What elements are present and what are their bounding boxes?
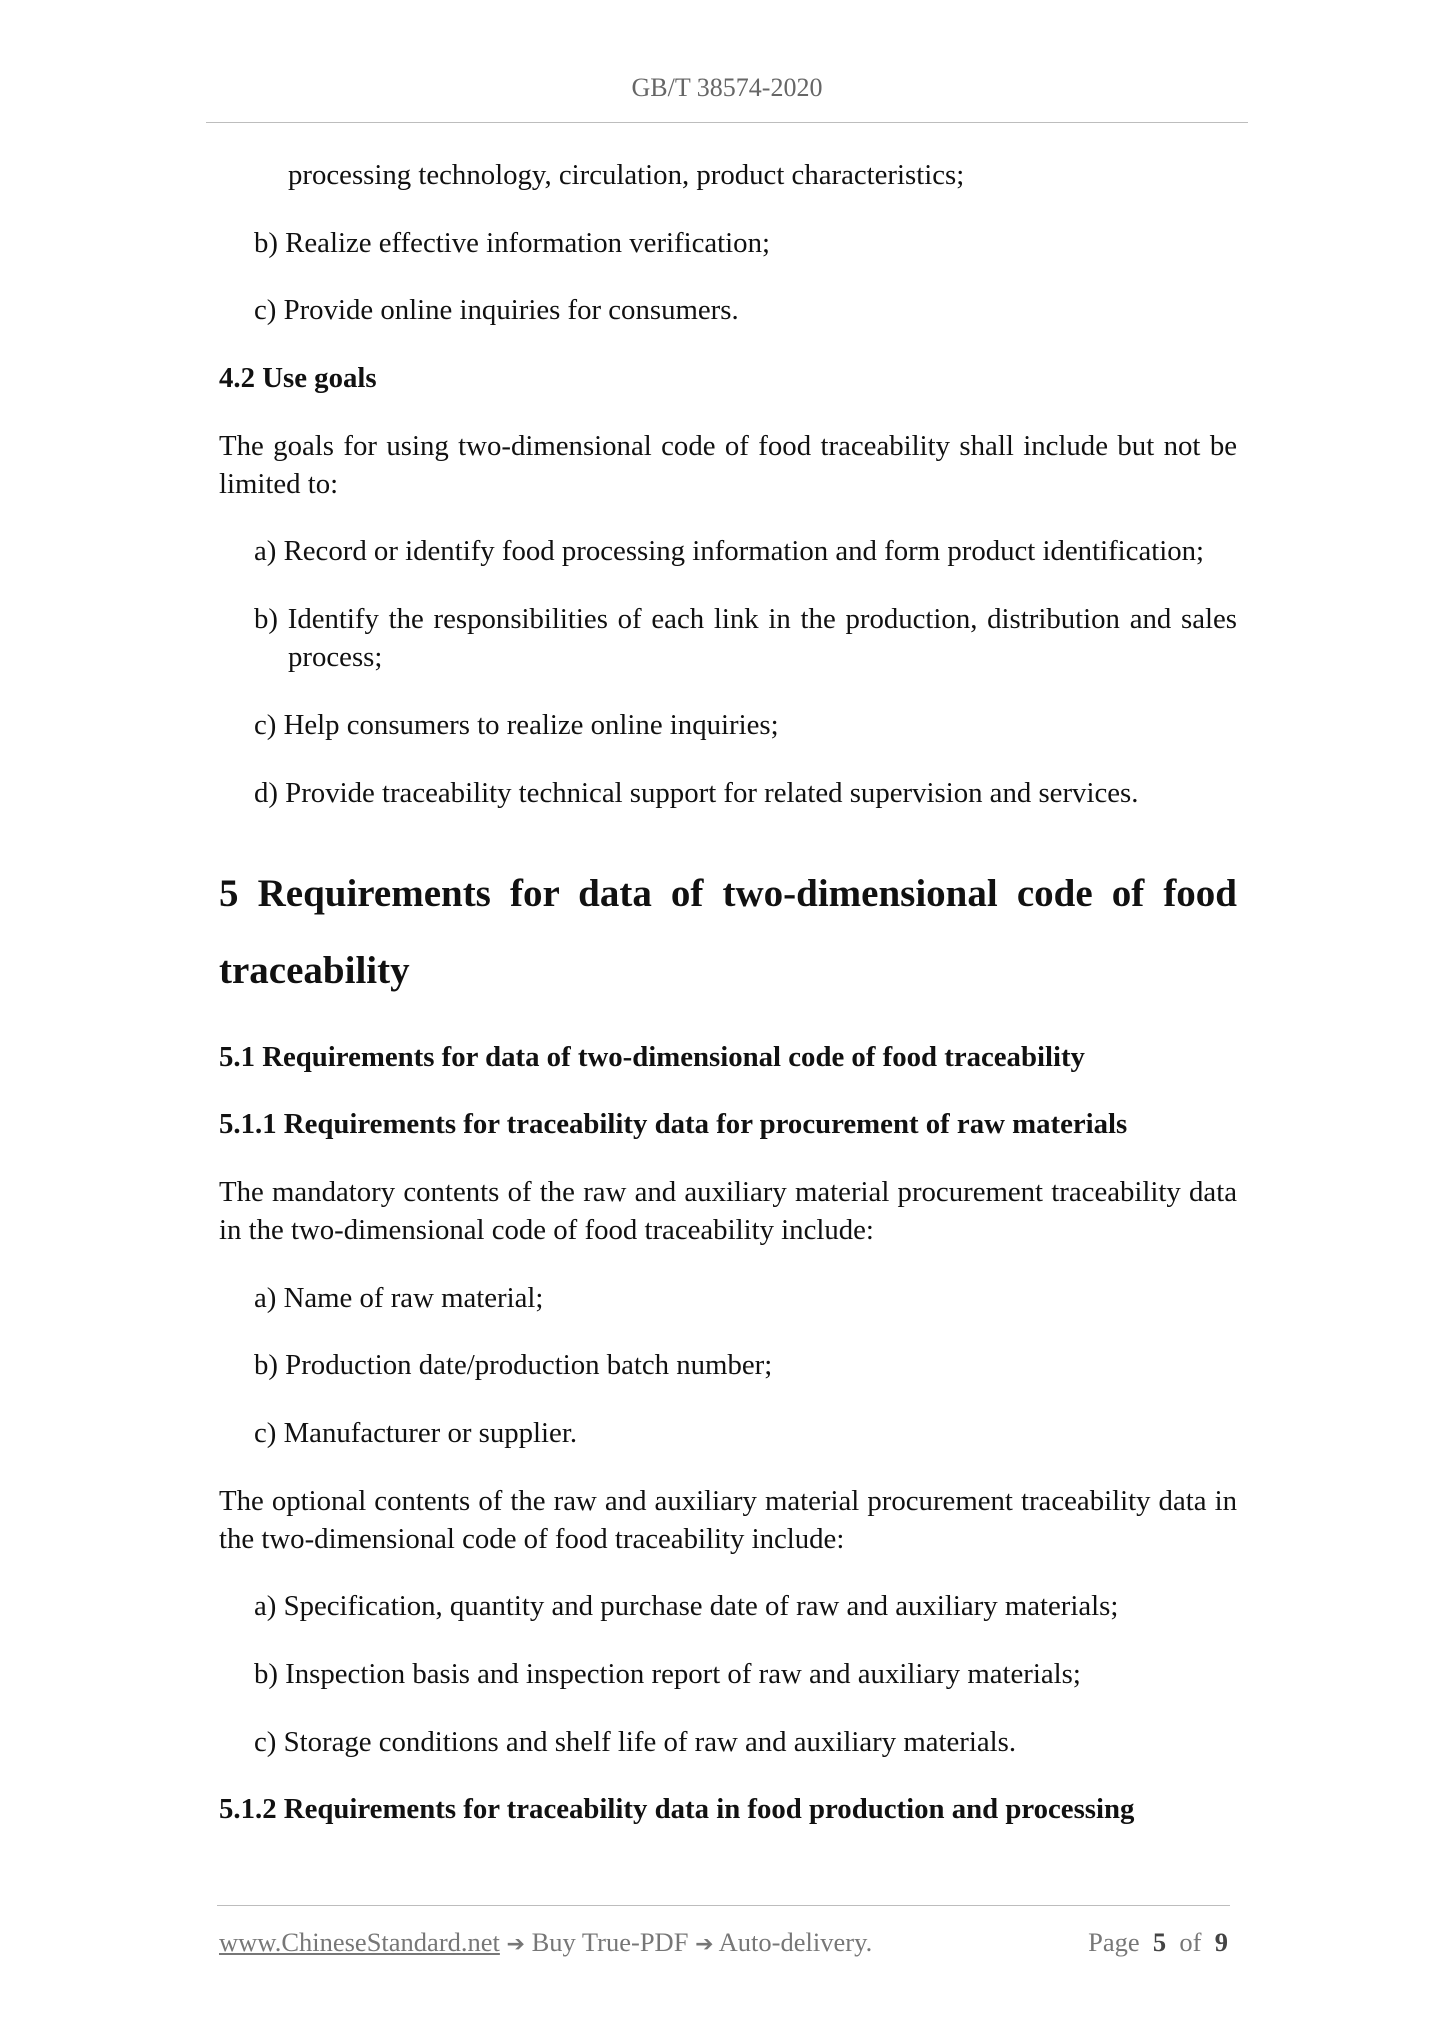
list-item: a) Specification, quantity and purchase date of raw and auxiliary materials;: [254, 1590, 1119, 1623]
page-counter: [1088, 1924, 1228, 1960]
section-heading-5-1: 5.1 Requirements for data of two-dimensional code of food traceability: [219, 1040, 1085, 1073]
list-item: c) Manufacturer or supplier.: [254, 1416, 578, 1449]
right-arrow-icon: ➔: [695, 1932, 714, 1957]
list-item: a) Name of raw material;: [254, 1281, 544, 1314]
header-divider: [206, 122, 1248, 123]
section-heading-5-1-1: 5.1.1 Requirements for traceability data for procurement of raw materials: [219, 1108, 1128, 1141]
list-item: a) Record or identify food processing information and form product identification;: [254, 535, 1205, 568]
paragraph-mandatory-contents: The mandatory contents of the raw and auxiliary material procurement traceability data in the two-dimensional code of food traceability include:: [219, 1175, 1237, 1246]
section-heading-4-2: 4.2 Use goals: [219, 362, 377, 395]
paragraph-use-goals-intro: The goals for using two-dimensional code of food traceability shall include but not be limited to:: [219, 429, 1237, 500]
paragraph-optional-contents: The optional contents of the raw and auxiliary material procurement traceability data in the two-dimensional code of food traceability include:: [219, 1484, 1237, 1555]
page-label: Page: [1088, 1927, 1140, 1957]
buy-pdf-text: Buy True-PDF: [531, 1927, 689, 1957]
current-page-number: 5: [1152, 1927, 1167, 1957]
page-header-standard-number: GB/T 38574-2020: [631, 73, 823, 102]
of-label: of: [1179, 1927, 1202, 1957]
list-item: b) Identify the responsibilities of each link in the production, distribution and sales process;: [254, 603, 1237, 674]
footer-divider: [217, 1905, 1230, 1906]
list-item: c) Provide online inquiries for consumers.: [254, 294, 739, 327]
total-pages-number: 9: [1214, 1927, 1228, 1957]
right-arrow-icon: ➔: [506, 1932, 525, 1957]
list-item: c) Help consumers to realize online inquiries;: [254, 708, 779, 741]
section-heading-5-1-2: 5.1.2 Requirements for traceability data in food production and processing: [219, 1793, 1135, 1826]
list-item: b) Production date/production batch number;: [254, 1349, 773, 1382]
list-item: c) Storage conditions and shelf life of raw and auxiliary materials.: [254, 1725, 1017, 1758]
list-item-continuation: processing technology, circulation, product characteristics;: [288, 159, 965, 191]
site-link[interactable]: www.ChineseStandard.net: [219, 1927, 500, 1957]
footer-promo: [219, 1924, 872, 1960]
document-body: [219, 156, 1237, 1858]
list-item: d) Provide traceability technical support for related supervision and services.: [254, 776, 1139, 809]
auto-delivery-text: Auto-delivery.: [718, 1927, 873, 1957]
chapter-heading-5: 5 Requirements for data of two-dimensional code of food traceability: [219, 872, 1237, 992]
list-item: b) Realize effective information verification;: [254, 226, 770, 259]
list-item: b) Inspection basis and inspection report of raw and auxiliary materials;: [254, 1658, 1081, 1690]
